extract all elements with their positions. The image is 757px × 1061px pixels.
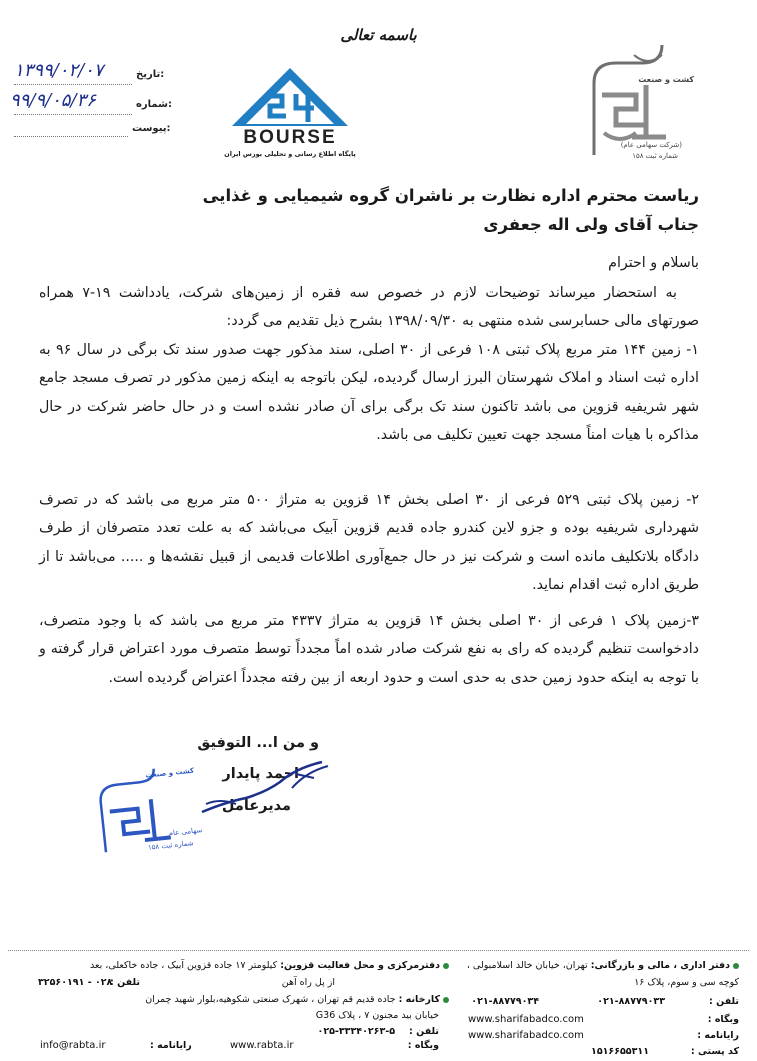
date-value: ۱۳۹۹/۰۲/۰۷ (14, 60, 104, 81)
handwritten-signature-icon (196, 758, 336, 818)
footer-factory-address2: خیابان بید مجنون ۷ ، پلاک G36 (315, 1010, 439, 1021)
item-1-paragraph: ۱- زمین ۱۴۴ متر مربع پلاک ثبتی ۱۰۸ فرعی از ۳۰ اصلی، سند مذکور جهت صدور سند تک برگی در سال ۹۶ به اداره ثبت اسناد و املاک شهرستان البرز ارسال گردیده، لیکن باتوجه به اینکه زمین مذکور در تصرف مسجد جامع شهر شریفیه قزوین می باشد تاکنون سند تک برگی برای آن صادر نشده است و در حال حاضر شرکت در حال مذاکره با هیات امناً مسجد جهت تعیین تکلیف می باشد. (39, 342, 699, 444)
footer-web-label: وبگاه : (707, 1014, 739, 1025)
signer-name: احمد پایدار (222, 766, 299, 782)
footer-office-address2: کوچه سی و سوم، پلاک ۱۶ (634, 977, 739, 988)
footer-factory-label: کارخانه : (398, 994, 440, 1005)
company-logo-line3: شماره ثبت ۱۵۸ (632, 152, 678, 160)
company-logo-line1: کشت و صنعت (638, 75, 694, 84)
number-label: شماره: (136, 99, 172, 110)
bourse-wordmark: BOURSE (243, 127, 337, 148)
footer-postal-code: ۱۵۱۶۶۵۵۳۱۱ (591, 1046, 649, 1057)
attachment-line (14, 136, 128, 137)
attachment-label: پیوست: (132, 123, 171, 134)
footer-hq-web-label: وبگاه : (407, 1040, 439, 1051)
addressee-line2: جناب آقای ولی اله جعفری (483, 215, 699, 234)
footer-factory-phone-label: تلفن : (409, 1026, 439, 1037)
footer-office-label: دفتر اداری ، مالی و بازرگانی: (590, 960, 730, 971)
basmale-heading: باسمه تعالی (340, 26, 417, 44)
bourse-logo-icon (230, 66, 350, 128)
footer-hq-address2: از پل راه آهن (281, 977, 335, 988)
footer-email-label: رایانامه : (697, 1030, 739, 1041)
footer-phone-2: ۰۲۱-۸۸۷۷۹۰۳۴ (471, 996, 539, 1007)
company-logo (576, 45, 694, 165)
date-line (14, 84, 132, 85)
footer-phone-1: ۰۲۱-۸۸۷۷۹۰۳۳ (597, 996, 665, 1007)
bullet-icon (443, 997, 449, 1003)
footer-postal-label: کد پستی : (690, 1046, 739, 1057)
bullet-icon (443, 963, 449, 969)
footer-factory-phone: ۰۲۵-۳۳۳۴۰۲۶۳-۵ (317, 1026, 395, 1037)
company-stamp (88, 763, 201, 861)
footer-divider (8, 950, 749, 951)
footer-web-link[interactable]: www.sharifabadco.com (468, 1014, 584, 1025)
footer-office (467, 960, 739, 971)
stamp-text-3: شماره ثبت ۱۵۸ (147, 839, 194, 852)
number-line (14, 114, 132, 115)
footer-hq-label: دفترمرکزی و محل فعالیت قزوین: (280, 960, 440, 971)
footer-hq-phone: ۰۲۸ - ۳۲۵۶۰۱۹۱ (38, 977, 113, 988)
stamp-text-1: کشت و صنعت (144, 766, 195, 780)
item-3-paragraph: ۳-زمین پلاک ۱ فرعی از ۳۰ اصلی بخش ۱۴ قزوین به متراژ ۴۳۳۷ متر مربع می باشد که با وجود متصرف، دادخواست تنظیم گردیده که رای به نفع شرکت صادر شده اماً مجدداً توسط متصرف مورد اعتراض قرار گرفته و با توجه به اینکه حدود زمین حدی به حدی است و حدود اربعه از بین رفته مجدداً اعتراض گردیده است. (39, 613, 699, 686)
intro-paragraph: به استحضار میرساند توضیحات لازم در خصوص سه فقره از زمین‌های شرکت، یادداشت ۱۹-۷ همراه صورتهای مالی حسابرسی شده منتهی به ۱۳۹۸/۰۹/۳۰ بشرح ذیل تقدیم می گردد: (39, 285, 699, 330)
footer-hq (90, 960, 449, 971)
date-label: تاریخ: (136, 69, 165, 80)
bourse-subtitle: پایگاه اطلاع رسانی و تحلیلی بورس ایران (224, 150, 356, 158)
footer-factory (145, 994, 449, 1005)
greeting: باسلام و احترام (608, 255, 699, 271)
stamp-text-2: سهامی عام (168, 826, 203, 838)
footer-hq-phone-label: تلفن : (110, 977, 140, 988)
footer-email-link[interactable]: www.sharifabadco.com (468, 1030, 584, 1041)
number-value: ۹۹/۹/۰۵/۳۶ (10, 90, 96, 111)
letter-meta (8, 58, 172, 138)
closing-text: و من ا... التوفیق (197, 735, 319, 751)
signer-title: مدیرعامل (221, 798, 291, 814)
footer-hq-email-label: رایانامه : (150, 1040, 192, 1051)
footer-factory-address: جاده قدیم قم تهران ، شهرک صنعتی شکوهیه،بلوار شهید چمران (145, 994, 396, 1005)
company-logo-line2: (شرکت سهامی عام) (620, 141, 682, 149)
footer-hq-web-link[interactable]: www.rabta.ir (230, 1040, 294, 1051)
footer-hq-email-link[interactable]: info@rabta.ir (40, 1040, 106, 1051)
footer-phone-label: تلفن : (709, 996, 739, 1007)
footer-hq-address: کیلومتر ۱۷ جاده قزوین آبیک ، جاده خاکعلی، بعد (90, 960, 278, 971)
bullet-icon (733, 963, 739, 969)
footer-office-address: تهران، خیابان خالد اسلامبولی ، (466, 960, 588, 971)
item-2-paragraph: ۲- زمین پلاک ثبتی ۵۲۹ فرعی از ۳۰ اصلی بخش ۱۴ قزوین به متراژ ۵۰۰ متر مربع می باشد که در تصرف شهرداری شریفیه بوده و جزو لاین کندرو جاده قدیم قزوین آبیک می‌باشد که به علت تعدد متصرفان از طرف دادگاه بلاتکلیف مانده است و شرکت نیز در حال جمع‌آوری اطلاعات قدیمی از قبیل نقشه‌ها و ..... می‌باشد تا از طریق اداره ثبت اقدام نماید. (39, 492, 699, 594)
addressee-line1: ریاست محترم اداره نظارت بر ناشران گروه شیمیایی و غذایی (202, 186, 699, 205)
